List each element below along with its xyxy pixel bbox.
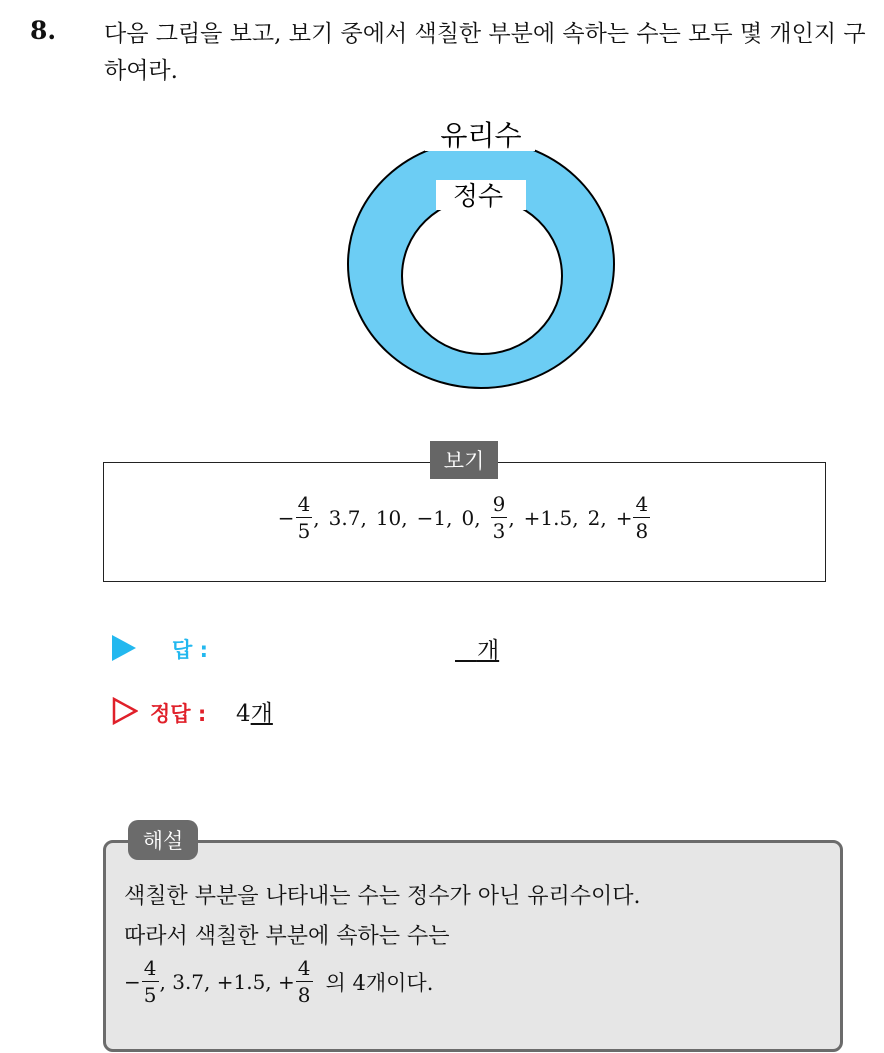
question-number: 8. bbox=[30, 16, 57, 45]
explanation-math-tail: 의 4개이다. bbox=[325, 970, 434, 995]
example-item bbox=[524, 506, 579, 530]
question-text: 다음 그림을 보고, 보기 중에서 색칠한 부분에 속하는 수는 모두 몇 개인지 구하여라. bbox=[104, 21, 866, 84]
example-item bbox=[376, 506, 408, 530]
fraction-1-denominator: 5 bbox=[143, 983, 157, 1007]
answer-row bbox=[112, 630, 500, 666]
item-value: +1.5 bbox=[523, 505, 573, 530]
item-denominator: 5 bbox=[297, 519, 311, 543]
correct-value bbox=[236, 695, 273, 728]
outer-label: 유리수 bbox=[440, 119, 522, 152]
fraction-1-sign: − bbox=[124, 969, 141, 994]
fraction-2 bbox=[296, 955, 313, 1008]
answer-unit[interactable] bbox=[455, 632, 499, 665]
explanation-line-2: 따라서 색칠한 부분에 속하는 수는 bbox=[124, 924, 450, 949]
item-separator: , bbox=[508, 505, 515, 530]
item-numerator: 9 bbox=[492, 492, 506, 516]
item-denominator: 3 bbox=[492, 519, 506, 543]
item-value: 2 bbox=[587, 505, 601, 530]
explanation-math bbox=[124, 955, 433, 1008]
example-item bbox=[588, 506, 607, 530]
example-item bbox=[278, 491, 320, 544]
play-icon bbox=[112, 635, 136, 661]
item-separator: , bbox=[572, 505, 579, 530]
item-fraction bbox=[491, 491, 508, 544]
item-fraction bbox=[633, 491, 650, 544]
example-items bbox=[104, 491, 825, 544]
fraction-1-numerator: 4 bbox=[143, 956, 157, 980]
item-separator: , bbox=[313, 505, 320, 530]
explanation-box bbox=[103, 840, 843, 1052]
item-separator: , bbox=[360, 505, 367, 530]
correct-unit: 개 bbox=[250, 701, 273, 727]
item-separator: , bbox=[446, 505, 453, 530]
fraction-2-numerator: 4 bbox=[297, 956, 311, 980]
example-box-title: 보기 bbox=[430, 441, 498, 479]
example-item bbox=[616, 491, 652, 544]
example-box bbox=[103, 462, 826, 582]
explanation-math-middle: , 3.7, +1.5, + bbox=[159, 969, 295, 994]
shaded-region bbox=[348, 140, 614, 388]
answer-label: 답 : bbox=[172, 638, 208, 662]
item-denominator: 8 bbox=[635, 519, 649, 543]
item-separator: , bbox=[474, 505, 481, 530]
item-value: 0 bbox=[461, 505, 475, 530]
correct-number: 4 bbox=[236, 701, 251, 727]
example-item bbox=[329, 506, 367, 530]
item-numerator: 4 bbox=[297, 492, 311, 516]
explanation-line-1: 색칠한 부분을 나타내는 수는 정수가 아닌 유리수이다. bbox=[124, 884, 641, 909]
example-item bbox=[417, 506, 453, 530]
item-value: −1 bbox=[416, 505, 447, 530]
inner-label: 정수 bbox=[452, 182, 504, 212]
play-outline-icon bbox=[112, 697, 138, 725]
example-item bbox=[461, 506, 480, 530]
item-value: 10 bbox=[375, 505, 402, 530]
item-separator: , bbox=[600, 505, 607, 530]
explanation-title: 해설 bbox=[128, 820, 198, 860]
item-separator: , bbox=[401, 505, 408, 530]
fraction-1 bbox=[142, 955, 159, 1008]
item-value: 3.7 bbox=[328, 505, 361, 530]
item-fraction bbox=[296, 491, 313, 544]
answer-unit-text: 개 bbox=[476, 638, 500, 664]
item-sign: − bbox=[277, 505, 295, 530]
item-sign: + bbox=[615, 505, 633, 530]
item-numerator: 4 bbox=[635, 492, 649, 516]
example-item bbox=[490, 491, 515, 544]
correct-label: 정답 : bbox=[150, 702, 207, 726]
fraction-2-denominator: 8 bbox=[297, 983, 311, 1007]
